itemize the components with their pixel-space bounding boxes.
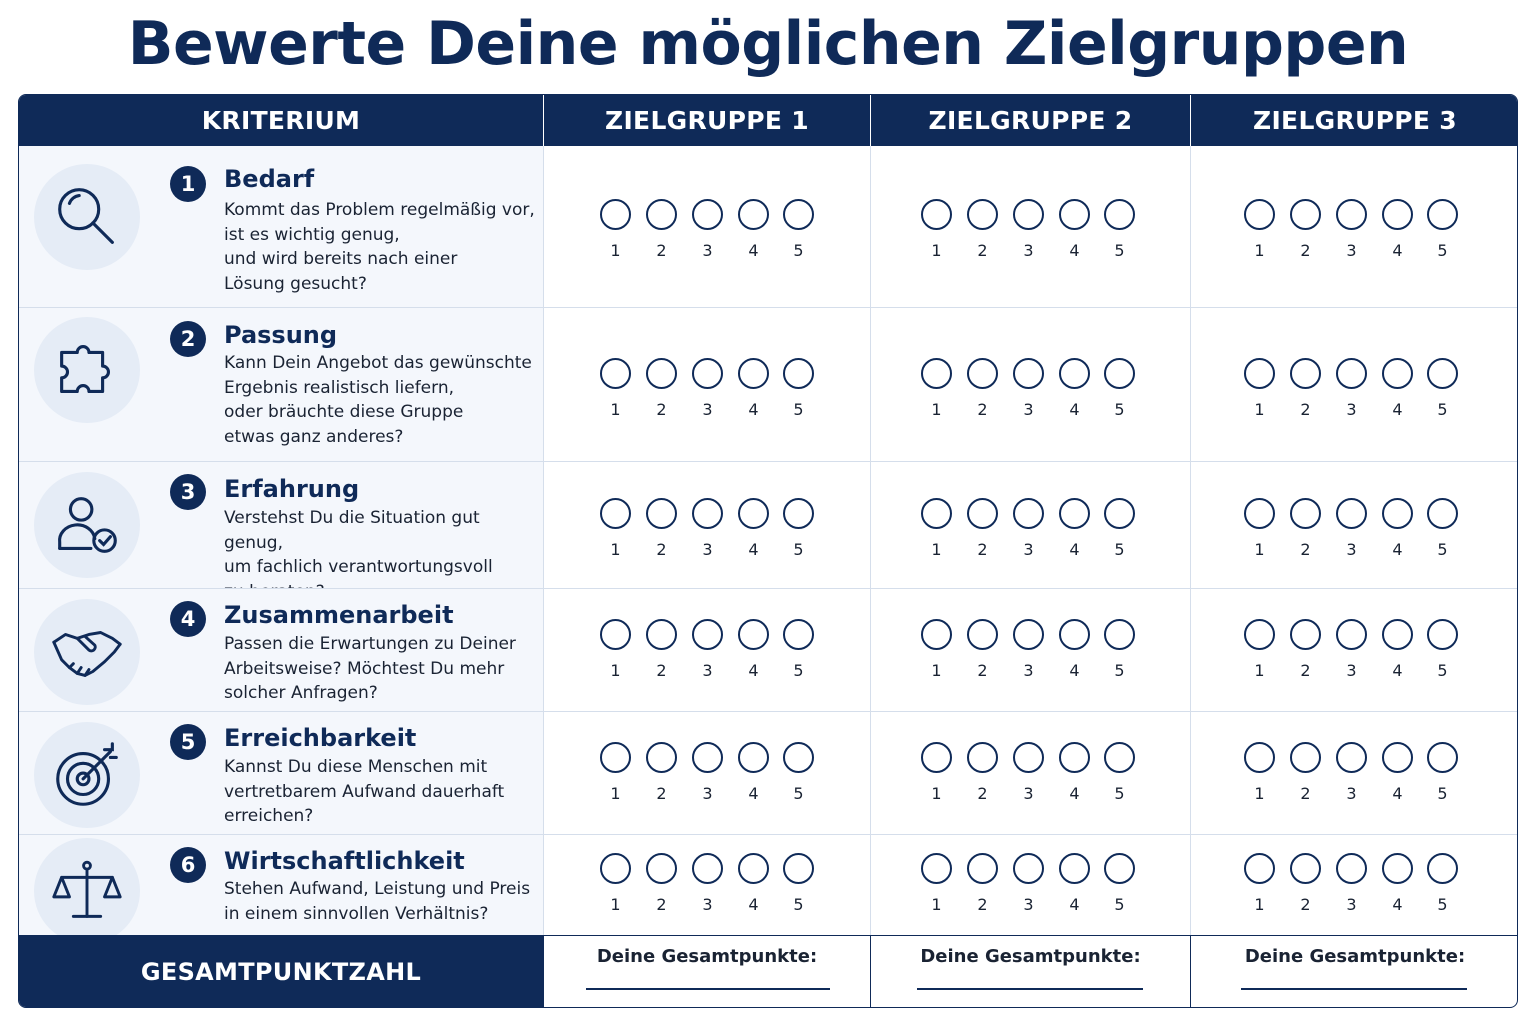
total-input-line-group-2[interactable] [917, 988, 1143, 990]
criterion-row [19, 835, 1518, 935]
rating-option-1[interactable] [600, 199, 631, 230]
rating-option-label: 1 [931, 661, 942, 680]
column-divider [1190, 712, 1191, 835]
rating-option-5[interactable] [1427, 199, 1458, 230]
rating-option-2[interactable] [1290, 853, 1321, 884]
rating-option-1[interactable] [1244, 853, 1275, 884]
rating-scale-group-1 [600, 199, 830, 259]
rating-option-label: 1 [610, 241, 621, 260]
criterion-description: Kommt das Problem regelmäßig vor, ist es wichtig genug, und wird bereits nach einer Lösung gesucht? [224, 200, 535, 294]
rating-option-3[interactable] [1336, 358, 1367, 389]
rating-scale-group-3 [1244, 498, 1474, 558]
rating-option-4[interactable] [1059, 853, 1090, 884]
rating-option-label: 2 [977, 895, 988, 914]
rating-option-3[interactable] [692, 498, 723, 529]
rating-option-1[interactable] [600, 358, 631, 389]
rating-scale-group-2 [921, 742, 1151, 802]
rating-option-label: 2 [656, 661, 667, 680]
rating-option-label: 2 [977, 784, 988, 803]
criterion-row [19, 462, 1518, 589]
rating-option-label: 2 [977, 241, 988, 260]
total-cell-group-2 [870, 935, 1190, 1008]
total-input-line-group-1[interactable] [586, 988, 830, 990]
rating-option-label: 1 [1254, 661, 1265, 680]
rating-option-4[interactable] [1059, 742, 1090, 773]
rating-option-3[interactable] [1336, 498, 1367, 529]
rating-option-label: 3 [1346, 895, 1357, 914]
rating-option-5[interactable] [1104, 498, 1135, 529]
user-check-icon [34, 472, 140, 578]
scale-icon [34, 838, 140, 944]
rating-option-label: 5 [1114, 241, 1125, 260]
rating-option-1[interactable] [921, 742, 952, 773]
criterion-row [19, 589, 1518, 712]
rating-option-1[interactable] [921, 358, 952, 389]
rating-option-1[interactable] [600, 498, 631, 529]
total-input-line-group-3[interactable] [1241, 988, 1467, 990]
rating-option-label: 2 [1300, 784, 1311, 803]
total-cell-group-3 [1190, 935, 1518, 1008]
rating-scale-group-1 [600, 619, 830, 679]
rating-option-label: 4 [748, 661, 759, 680]
rating-option-label: 2 [1300, 400, 1311, 419]
rating-option-label: 5 [793, 241, 804, 260]
rating-option-label: 2 [977, 400, 988, 419]
criterion-description: Stehen Aufwand, Leistung und Preis in einem sinnvollen Verhältnis? [224, 879, 531, 924]
rating-option-label: 3 [702, 784, 713, 803]
column-divider [1190, 308, 1191, 462]
rating-option-5[interactable] [1427, 853, 1458, 884]
rating-option-label: 2 [977, 540, 988, 559]
rating-option-label: 1 [1254, 400, 1265, 419]
rating-option-4[interactable] [738, 358, 769, 389]
rating-option-3[interactable] [692, 199, 723, 230]
rating-option-2[interactable] [646, 199, 677, 230]
rating-option-label: 3 [1023, 540, 1034, 559]
rating-option-1[interactable] [1244, 498, 1275, 529]
rating-option-5[interactable] [1104, 619, 1135, 650]
rating-option-3[interactable] [1336, 619, 1367, 650]
rating-scale-group-1 [600, 853, 830, 913]
rating-option-label: 4 [1392, 661, 1403, 680]
rating-option-label: 3 [1023, 895, 1034, 914]
total-label-group-1: Deine Gesamtpunkte: [596, 946, 818, 967]
rating-option-label: 5 [793, 895, 804, 914]
rating-scale-group-2 [921, 619, 1151, 679]
column-divider [1190, 146, 1191, 308]
column-divider [543, 712, 544, 835]
rating-option-5[interactable] [783, 199, 814, 230]
rating-option-label: 3 [1023, 784, 1034, 803]
rating-option-label: 1 [1254, 540, 1265, 559]
criterion-title: Zusammenarbeit [224, 601, 454, 629]
rating-option-label: 4 [748, 895, 759, 914]
header-group-1: ZIELGRUPPE 1 [543, 95, 870, 146]
rating-option-label: 4 [1069, 895, 1080, 914]
rating-option-label: 5 [1114, 661, 1125, 680]
rating-table [18, 94, 1518, 1008]
rating-option-3[interactable] [1013, 619, 1044, 650]
rating-option-label: 4 [1392, 540, 1403, 559]
rating-option-2[interactable] [967, 199, 998, 230]
rating-option-5[interactable] [783, 742, 814, 773]
rating-option-label: 5 [1437, 540, 1448, 559]
rating-scale-group-1 [600, 742, 830, 802]
rating-option-4[interactable] [738, 199, 769, 230]
rating-option-label: 1 [610, 540, 621, 559]
column-divider [870, 712, 871, 835]
rating-option-label: 5 [1114, 400, 1125, 419]
rating-option-label: 4 [1069, 784, 1080, 803]
page-title: Bewerte Deine möglichen Zielgruppen [127, 9, 1409, 79]
rating-option-3[interactable] [692, 742, 723, 773]
rating-option-label: 2 [1300, 895, 1311, 914]
rating-scale-group-2 [921, 199, 1151, 259]
rating-option-label: 2 [1300, 540, 1311, 559]
rating-option-5[interactable] [783, 358, 814, 389]
rating-option-label: 1 [931, 784, 942, 803]
rating-option-2[interactable] [967, 498, 998, 529]
rating-option-label: 4 [748, 784, 759, 803]
rating-option-3[interactable] [1013, 498, 1044, 529]
rating-option-5[interactable] [1427, 358, 1458, 389]
rating-option-4[interactable] [1382, 619, 1413, 650]
rating-option-4[interactable] [1382, 742, 1413, 773]
rating-option-4[interactable] [738, 498, 769, 529]
rating-scale-group-1 [600, 358, 830, 418]
rating-option-2[interactable] [967, 358, 998, 389]
rating-scale-group-3 [1244, 358, 1474, 418]
rating-option-label: 4 [1392, 784, 1403, 803]
total-score-label: GESAMTPUNKTZAHL [19, 935, 543, 1008]
rating-option-1[interactable] [921, 619, 952, 650]
criterion-number: 1 [170, 166, 206, 202]
criterion-description: Kannst Du diese Menschen mit vertretbarem Aufwand dauerhaft erreichen? [224, 757, 505, 826]
puzzle-icon [34, 317, 140, 423]
rating-scale-group-2 [921, 498, 1151, 558]
criterion-description: Kann Dein Angebot das gewünschte Ergebnis realistisch liefern, oder bräuchte diese Gruppe etwas ganz anderes? [224, 353, 532, 447]
rating-scale-group-3 [1244, 619, 1474, 679]
criterion-number: 3 [170, 474, 206, 510]
criterion-number: 4 [170, 601, 206, 637]
rating-option-label: 5 [793, 784, 804, 803]
rating-option-label: 2 [1300, 661, 1311, 680]
criterion-number: 5 [170, 724, 206, 760]
rating-scale-group-1 [600, 498, 830, 558]
rating-option-label: 1 [1254, 895, 1265, 914]
total-label-group-2: Deine Gesamtpunkte: [920, 946, 1141, 967]
rating-option-3[interactable] [692, 853, 723, 884]
rating-option-3[interactable] [1336, 742, 1367, 773]
rating-option-3[interactable] [1013, 199, 1044, 230]
rating-option-label: 1 [931, 895, 942, 914]
rating-option-1[interactable] [921, 498, 952, 529]
rating-option-label: 4 [1069, 540, 1080, 559]
rating-option-label: 2 [656, 241, 667, 260]
rating-option-label: 1 [610, 895, 621, 914]
rating-option-1[interactable] [1244, 742, 1275, 773]
rating-option-3[interactable] [692, 619, 723, 650]
rating-option-label: 1 [1254, 241, 1265, 260]
rating-option-2[interactable] [1290, 358, 1321, 389]
rating-option-label: 3 [1346, 400, 1357, 419]
column-divider [870, 308, 871, 462]
criterion-row [19, 146, 1518, 308]
rating-option-label: 4 [1392, 400, 1403, 419]
rating-option-label: 5 [1437, 784, 1448, 803]
rating-option-4[interactable] [1382, 199, 1413, 230]
column-divider [1190, 589, 1191, 712]
rating-option-label: 5 [1437, 661, 1448, 680]
rating-option-label: 3 [702, 661, 713, 680]
rating-option-5[interactable] [783, 498, 814, 529]
rating-option-2[interactable] [1290, 498, 1321, 529]
rating-option-5[interactable] [783, 619, 814, 650]
rating-option-2[interactable] [967, 742, 998, 773]
rating-option-2[interactable] [646, 742, 677, 773]
rating-option-1[interactable] [1244, 199, 1275, 230]
rating-option-2[interactable] [646, 498, 677, 529]
rating-option-label: 2 [656, 540, 667, 559]
rating-option-label: 5 [1114, 540, 1125, 559]
rating-option-label: 4 [748, 241, 759, 260]
column-divider [870, 835, 871, 935]
rating-option-5[interactable] [1427, 619, 1458, 650]
rating-option-label: 5 [1114, 784, 1125, 803]
column-divider [870, 146, 871, 308]
rating-option-5[interactable] [783, 853, 814, 884]
rating-option-1[interactable] [1244, 358, 1275, 389]
rating-option-label: 1 [931, 540, 942, 559]
rating-option-label: 3 [702, 895, 713, 914]
rating-option-label: 3 [1023, 241, 1034, 260]
rating-option-label: 3 [1346, 540, 1357, 559]
handshake-icon [34, 599, 140, 705]
rating-option-label: 5 [1437, 895, 1448, 914]
rating-option-4[interactable] [738, 619, 769, 650]
rating-option-label: 3 [1346, 661, 1357, 680]
rating-option-label: 4 [1069, 661, 1080, 680]
rating-scale-group-3 [1244, 199, 1474, 259]
rating-option-2[interactable] [1290, 199, 1321, 230]
rating-option-label: 1 [610, 661, 621, 680]
rating-scale-group-2 [921, 853, 1151, 913]
rating-option-label: 4 [1069, 400, 1080, 419]
rating-option-2[interactable] [646, 853, 677, 884]
rating-option-label: 2 [656, 784, 667, 803]
rating-option-label: 5 [793, 661, 804, 680]
rating-option-label: 2 [656, 895, 667, 914]
rating-option-label: 4 [748, 400, 759, 419]
rating-option-2[interactable] [646, 358, 677, 389]
rating-option-1[interactable] [600, 742, 631, 773]
criterion-row [19, 712, 1518, 835]
criterion-description: Passen die Erwartungen zu Deiner Arbeitsweise? Möchtest Du mehr solcher Anfragen? [224, 634, 516, 703]
rating-option-3[interactable] [1013, 358, 1044, 389]
rating-option-label: 1 [610, 784, 621, 803]
rating-option-5[interactable] [1427, 742, 1458, 773]
rating-option-label: 4 [748, 540, 759, 559]
header-criterion: KRITERIUM [19, 95, 543, 146]
rating-option-5[interactable] [1104, 742, 1135, 773]
rating-option-label: 3 [1023, 400, 1034, 419]
rating-option-4[interactable] [1382, 358, 1413, 389]
rating-option-label: 5 [1437, 241, 1448, 260]
criterion-title: Passung [224, 321, 338, 349]
rating-scale-group-3 [1244, 853, 1474, 913]
rating-option-4[interactable] [1059, 199, 1090, 230]
rating-option-2[interactable] [967, 853, 998, 884]
column-divider [543, 308, 544, 462]
rating-option-1[interactable] [1244, 619, 1275, 650]
rating-scale-group-2 [921, 358, 1151, 418]
column-divider [1190, 835, 1191, 935]
rating-option-5[interactable] [1104, 358, 1135, 389]
rating-option-1[interactable] [600, 853, 631, 884]
rating-option-1[interactable] [600, 619, 631, 650]
rating-option-3[interactable] [1013, 853, 1044, 884]
rating-option-label: 3 [702, 400, 713, 419]
rating-option-label: 3 [1023, 661, 1034, 680]
criterion-title: Bedarf [224, 165, 315, 193]
rating-option-2[interactable] [1290, 619, 1321, 650]
column-divider [870, 462, 871, 589]
rating-option-label: 1 [931, 400, 942, 419]
rating-option-2[interactable] [1290, 742, 1321, 773]
rating-option-2[interactable] [646, 619, 677, 650]
total-label-group-3: Deine Gesamtpunkte: [1244, 946, 1466, 967]
rating-option-3[interactable] [692, 358, 723, 389]
rating-scale-group-3 [1244, 742, 1474, 802]
rating-option-3[interactable] [1336, 199, 1367, 230]
rating-option-4[interactable] [1382, 498, 1413, 529]
total-cell-group-1 [543, 935, 870, 1008]
column-divider [543, 462, 544, 589]
rating-option-1[interactable] [921, 853, 952, 884]
column-divider [543, 835, 544, 935]
rating-option-label: 5 [1114, 895, 1125, 914]
target-icon [34, 722, 140, 828]
rating-option-4[interactable] [1059, 498, 1090, 529]
rating-option-1[interactable] [921, 199, 952, 230]
criterion-description: Verstehst Du die Situation gut genug, um fachlich verantwortungsvoll [224, 508, 493, 577]
rating-option-label: 1 [931, 241, 942, 260]
rating-option-4[interactable] [738, 742, 769, 773]
rating-option-label: 3 [702, 241, 713, 260]
rating-option-label: 1 [610, 400, 621, 419]
column-divider [543, 146, 544, 308]
rating-option-4[interactable] [738, 853, 769, 884]
rating-option-3[interactable] [1336, 853, 1367, 884]
rating-option-5[interactable] [1427, 498, 1458, 529]
rating-option-label: 3 [1346, 241, 1357, 260]
rating-option-label: 5 [793, 400, 804, 419]
magnifier-icon [34, 164, 140, 270]
criterion-title: Erreichbarkeit [224, 724, 417, 752]
rating-option-5[interactable] [1104, 199, 1135, 230]
header-group-2: ZIELGRUPPE 2 [870, 95, 1190, 146]
column-divider [870, 589, 871, 712]
rating-option-4[interactable] [1059, 619, 1090, 650]
rating-option-label: 4 [1069, 241, 1080, 260]
rating-option-label: 2 [977, 661, 988, 680]
criterion-title: Wirtschaftlichkeit [224, 847, 465, 875]
rating-option-3[interactable] [1013, 742, 1044, 773]
rating-option-2[interactable] [967, 619, 998, 650]
rating-option-label: 5 [1437, 400, 1448, 419]
header-group-3: ZIELGRUPPE 3 [1190, 95, 1518, 146]
rating-option-label: 2 [1300, 241, 1311, 260]
criterion-number: 2 [170, 321, 206, 357]
rating-option-label: 4 [1392, 895, 1403, 914]
rating-option-label: 4 [1392, 241, 1403, 260]
rating-option-label: 3 [1346, 784, 1357, 803]
rating-option-5[interactable] [1104, 853, 1135, 884]
rating-option-label: 5 [793, 540, 804, 559]
rating-option-label: 3 [702, 540, 713, 559]
criterion-row [19, 308, 1518, 462]
column-divider [543, 589, 544, 712]
rating-option-4[interactable] [1382, 853, 1413, 884]
rating-option-4[interactable] [1059, 358, 1090, 389]
criterion-title: Erfahrung [224, 475, 360, 503]
criterion-number: 6 [170, 847, 206, 883]
rating-option-label: 1 [1254, 784, 1265, 803]
rating-option-label: 2 [656, 400, 667, 419]
column-divider [1190, 462, 1191, 589]
